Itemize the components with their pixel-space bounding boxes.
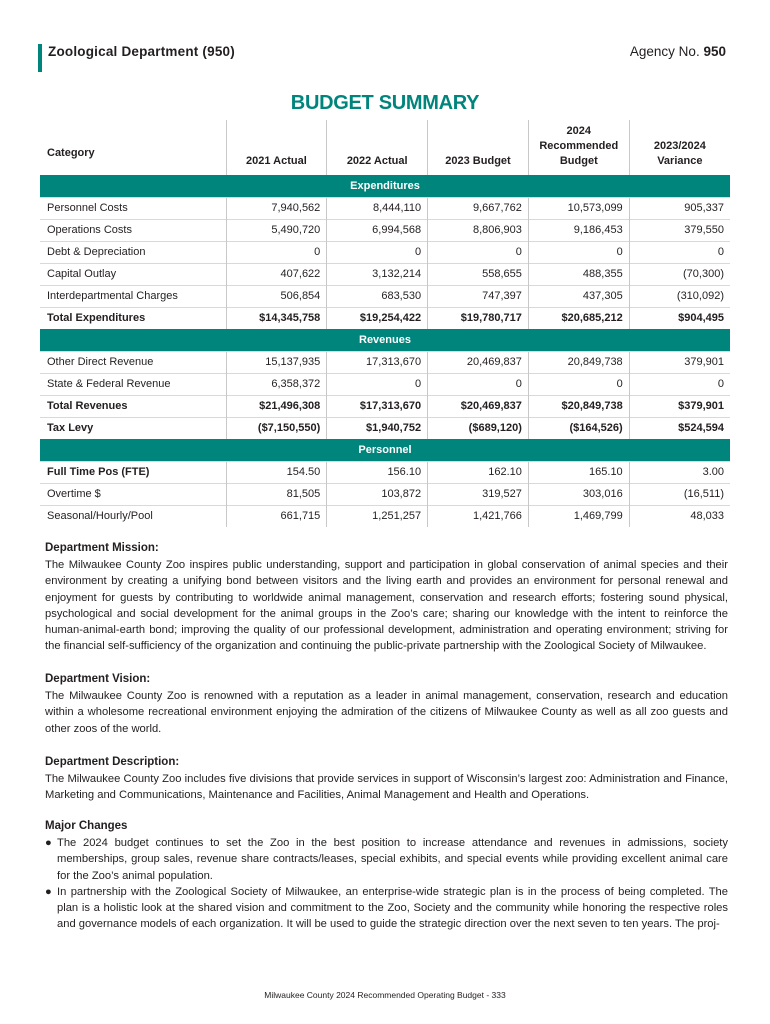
row-label: Seasonal/Hourly/Pool	[40, 505, 226, 527]
table-cell: $21,496,308	[226, 395, 327, 417]
table-row	[40, 241, 730, 263]
table-cell: 747,397	[428, 285, 529, 307]
table-cell: 407,622	[226, 263, 327, 285]
table-cell: (310,092)	[629, 285, 730, 307]
table-cell: 0	[629, 373, 730, 395]
table-cell: 10,573,099	[528, 197, 629, 219]
list-item-text: In partnership with the Zoological Society of Milwaukee, an enterprise-wide strategic plan is in the process of being completed. The plan is a holistic look at the shared vision and commitment to the Zoo, Society and the community while honoring the respective roles and governance models of each organization. It will be used to guide the strategic direction over the next seven to ten years. The proj-	[57, 885, 728, 931]
table-row	[40, 197, 730, 219]
table-cell: 154.50	[226, 461, 327, 483]
table-row-total	[40, 395, 730, 417]
vision-section	[45, 671, 728, 737]
table-cell: $17,313,670	[327, 395, 428, 417]
row-label: Overtime $	[40, 483, 226, 505]
section-label: Revenues	[40, 329, 730, 351]
table-cell: (16,511)	[629, 483, 730, 505]
table-row	[40, 351, 730, 373]
table-cell: 0	[528, 373, 629, 395]
table-cell: 81,505	[226, 483, 327, 505]
table-cell: $379,901	[629, 395, 730, 417]
section-label: Expenditures	[40, 175, 730, 197]
table-cell: 0	[226, 241, 327, 263]
table-cell: 905,337	[629, 197, 730, 219]
major-changes-section	[45, 818, 728, 932]
list-item	[45, 884, 728, 933]
vision-text: The Milwaukee County Zoo is renowned with a reputation as a leader in animal management, conservation, research and education within a wholesome recreational environment enjoying the admiration of the citizens of Milwaukee County as well as all zoo guests and other zoos of the world.	[45, 690, 728, 735]
table-cell: 558,655	[428, 263, 529, 285]
mission-heading: Department Mission:	[45, 542, 159, 554]
table-cell: 0	[428, 241, 529, 263]
budget-summary-table	[40, 120, 730, 527]
table-row	[40, 483, 730, 505]
description-section	[45, 754, 728, 804]
department-title: Zoological Department (950)	[48, 44, 235, 59]
table-row	[40, 219, 730, 241]
header-2023-budget: 2023 Budget	[428, 120, 529, 175]
header-variance-line1: 2023/2024	[653, 140, 706, 152]
table-cell: 0	[428, 373, 529, 395]
table-cell: 165.10	[528, 461, 629, 483]
header-2022-actual: 2022 Actual	[327, 120, 428, 175]
table-cell: 8,444,110	[327, 197, 428, 219]
table-cell: 303,016	[528, 483, 629, 505]
table-header-row	[40, 120, 730, 175]
table-cell: ($164,526)	[528, 417, 629, 439]
table-cell: 0	[327, 373, 428, 395]
row-label: Personnel Costs	[40, 197, 226, 219]
description-heading: Department Description:	[45, 756, 180, 768]
section-row-personnel	[40, 439, 730, 461]
table-cell: 20,849,738	[528, 351, 629, 373]
budget-summary-title: BUDGET SUMMARY	[290, 92, 480, 114]
table-cell: $1,940,752	[327, 417, 428, 439]
header-2021-actual: 2021 Actual	[226, 120, 327, 175]
table-cell: 3.00	[629, 461, 730, 483]
row-label: Total Revenues	[40, 395, 226, 417]
row-label: Other Direct Revenue	[40, 351, 226, 373]
row-label: Total Expenditures	[40, 307, 226, 329]
table-cell: 3,132,214	[327, 263, 428, 285]
header-2024-recommended	[528, 120, 629, 175]
row-label: Debt & Depreciation	[40, 241, 226, 263]
row-label: Capital Outlay	[40, 263, 226, 285]
table-cell: 1,251,257	[327, 505, 428, 527]
table-cell: $19,780,717	[428, 307, 529, 329]
table-cell: 0	[528, 241, 629, 263]
vision-heading: Department Vision:	[45, 673, 151, 685]
table-row	[40, 373, 730, 395]
agency-number-label	[630, 44, 726, 59]
table-cell: 6,994,568	[327, 219, 428, 241]
major-changes-heading: Major Changes	[45, 820, 128, 832]
list-item-text: The 2024 budget continues to set the Zoo in the best position to increase attendance and revenues in admissions, society memberships, group sales, revenue share contracts/leases, special exhibits, and special events while providing excellent animal care for the Zoo’s animal population.	[57, 837, 728, 882]
table-cell: 661,715	[226, 505, 327, 527]
table-cell: 6,358,372	[226, 373, 327, 395]
section-row-expenditures	[40, 175, 730, 197]
table-cell: 162.10	[428, 461, 529, 483]
header-variance-line2: Variance	[657, 155, 703, 167]
header-accent-bar	[38, 44, 42, 72]
header-2024-line1: 2024	[566, 125, 592, 137]
table-cell: 9,186,453	[528, 219, 629, 241]
row-label: State & Federal Revenue	[40, 373, 226, 395]
table-cell: 17,313,670	[327, 351, 428, 373]
page-footer: Milwaukee County 2024 Recommended Operating Budget - 333	[264, 990, 506, 1000]
header-category: Category	[47, 147, 95, 159]
table-cell: $14,345,758	[226, 307, 327, 329]
table-cell: $20,685,212	[528, 307, 629, 329]
table-row	[40, 505, 730, 527]
mission-text: The Milwaukee County Zoo inspires public understanding, support and participation in global conservation of animal species and their environment by creating a unifying bond between visitors and the living earth and provides an environment for personal renewal and enjoyment for guests by contributing to worldwide animal management, conservation and research efforts; fostering sound physical, psychological and social development for the animal groups in the Zoo’s care; sharing our knowledge with the intent to reinforce the human-animal-earth bond; improving the quality of our professional development, administration and operating environment; striving for the financial self-sufficiency of the organization and continuing the public-private partnership with the Zoological Society of Milwaukee.	[45, 559, 728, 653]
bullet-icon: ●	[45, 837, 52, 850]
header-variance	[629, 120, 730, 175]
row-label: Tax Levy	[40, 417, 226, 439]
section-label: Personnel	[40, 439, 730, 461]
table-cell: 379,550	[629, 219, 730, 241]
table-cell: ($7,150,550)	[226, 417, 327, 439]
table-cell: ($689,120)	[428, 417, 529, 439]
table-cell: 488,355	[528, 263, 629, 285]
agency-number: 950	[703, 44, 726, 59]
table-cell: $20,469,837	[428, 395, 529, 417]
table-cell: 0	[629, 241, 730, 263]
description-text: The Milwaukee County Zoo includes five divisions that provide services in support of Wisconsin’s largest zoo: Administration and Finance, Marketing and Communications, Maintenance and Facilities, Animal Management and Health and Operations.	[45, 773, 728, 802]
table-cell: 156.10	[327, 461, 428, 483]
table-cell: 5,490,720	[226, 219, 327, 241]
major-changes-list	[45, 835, 728, 932]
table-cell: 20,469,837	[428, 351, 529, 373]
header-2024-line3: Budget	[559, 155, 598, 167]
table-row	[40, 461, 730, 483]
mission-section	[45, 540, 728, 654]
table-cell: 8,806,903	[428, 219, 529, 241]
table-cell: 319,527	[428, 483, 529, 505]
table-cell: 7,940,562	[226, 197, 327, 219]
table-cell: 506,854	[226, 285, 327, 307]
table-cell: (70,300)	[629, 263, 730, 285]
section-row-revenues	[40, 329, 730, 351]
table-row-total	[40, 307, 730, 329]
table-row	[40, 285, 730, 307]
table-cell: $19,254,422	[327, 307, 428, 329]
table-cell: 9,667,762	[428, 197, 529, 219]
table-cell: 103,872	[327, 483, 428, 505]
table-cell: 437,305	[528, 285, 629, 307]
header-2024-line2: Recommended	[539, 140, 619, 152]
table-row	[40, 263, 730, 285]
table-cell: $20,849,738	[528, 395, 629, 417]
row-label: Interdepartmental Charges	[40, 285, 226, 307]
table-cell: 48,033	[629, 505, 730, 527]
table-cell: 0	[327, 241, 428, 263]
bullet-icon: ●	[45, 885, 52, 898]
table-cell: 379,901	[629, 351, 730, 373]
table-cell: 15,137,935	[226, 351, 327, 373]
agency-label: Agency No.	[629, 44, 700, 59]
table-cell: $904,495	[629, 307, 730, 329]
row-label: Full Time Pos (FTE)	[40, 461, 226, 483]
table-cell: $524,594	[629, 417, 730, 439]
row-label: Operations Costs	[40, 219, 226, 241]
table-cell: 1,421,766	[428, 505, 529, 527]
table-cell: 1,469,799	[528, 505, 629, 527]
list-item	[45, 835, 728, 884]
table-row-total	[40, 417, 730, 439]
table-cell: 683,530	[327, 285, 428, 307]
